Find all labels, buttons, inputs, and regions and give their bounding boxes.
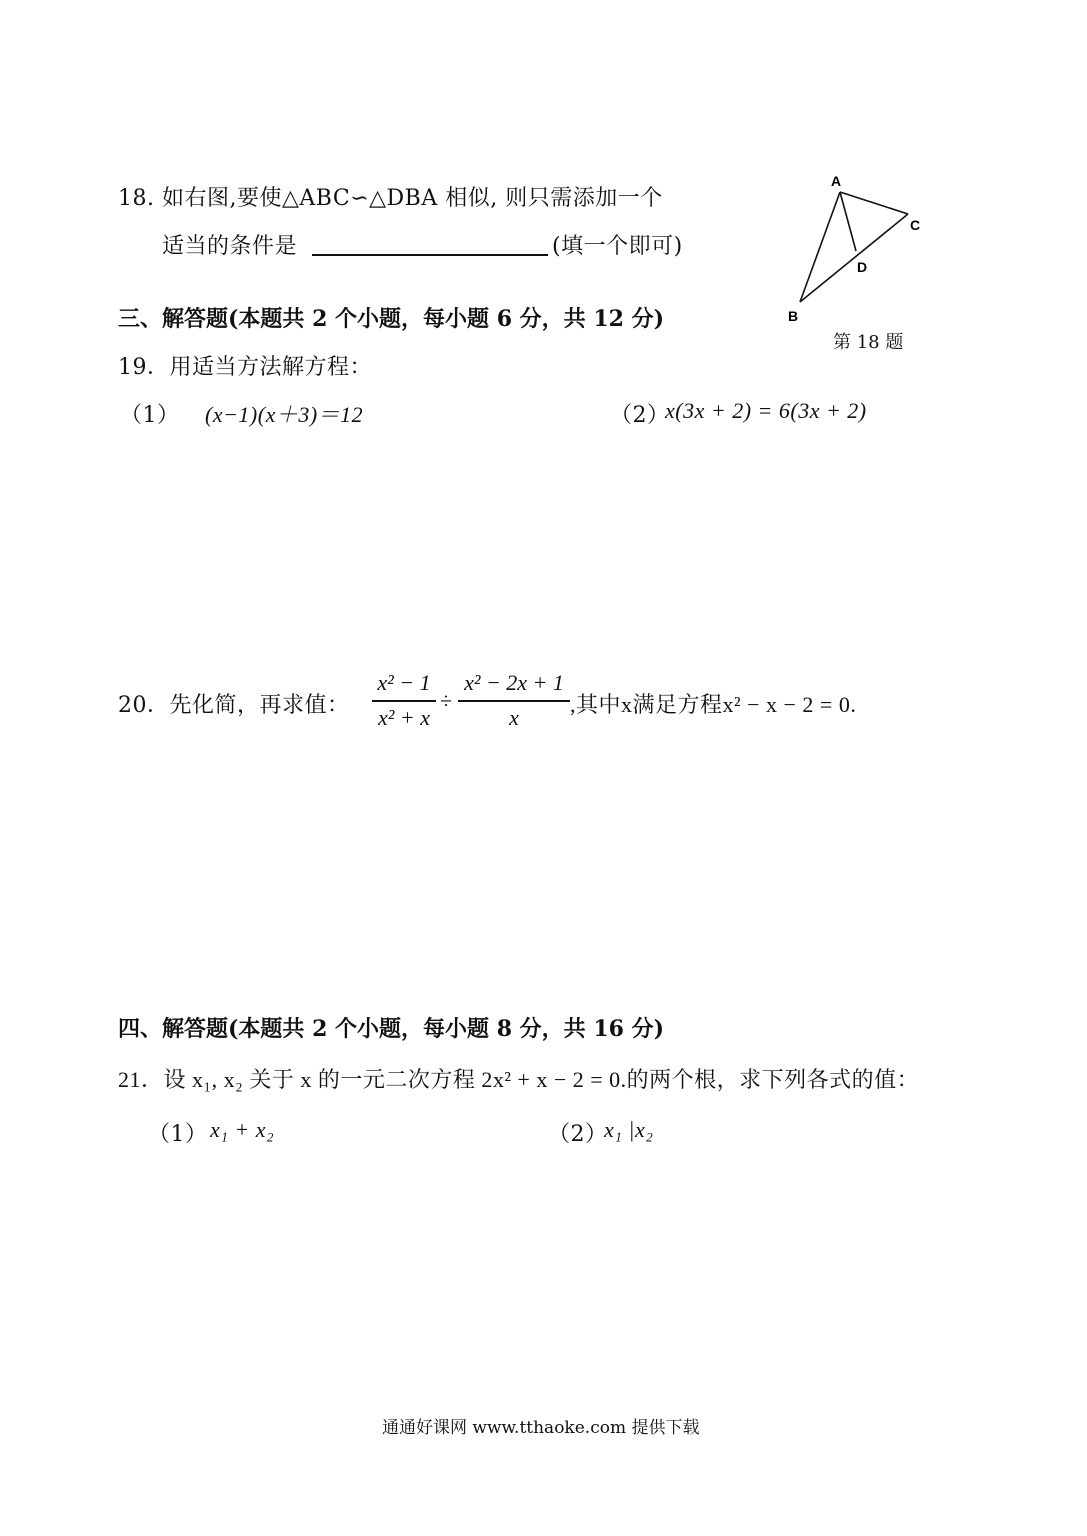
figure-caption: 第 18 题	[833, 332, 904, 353]
q20-condition: ,其中x满足方程x² − x − 2 = 0.	[570, 692, 857, 717]
q19-part1-equation: (x−1)(x＋3)＝12	[205, 402, 364, 427]
segment-ad	[840, 192, 856, 251]
q18-line2-suffix: (填一个即可)	[552, 234, 683, 259]
label-c: C	[910, 217, 921, 233]
q21-part2-label: （2）	[548, 1122, 608, 1147]
q18-line2-prefix: 适当的条件是	[162, 234, 298, 259]
answer-blank[interactable]	[312, 254, 548, 256]
fraction-1-numerator: x² − 1	[377, 670, 431, 695]
q20-prompt: 20．先化简，再求值：	[118, 693, 350, 718]
fraction-2-bar	[458, 700, 570, 702]
divide-sign: ÷	[440, 688, 453, 713]
label-a: A	[831, 173, 842, 189]
fraction-2	[458, 670, 570, 731]
label-d: D	[857, 259, 868, 275]
q19-part2-label: （2）	[610, 403, 670, 428]
fraction-1-bar	[372, 700, 436, 702]
label-b: B	[788, 308, 799, 324]
fraction-1-denominator: x² + x	[378, 704, 430, 730]
fraction-1	[372, 670, 436, 731]
footer-credit: 通通好课网 www.tthaoke.com 提供下载	[382, 1418, 700, 1438]
section3-heading: 三、解答题(本题共 2 个小题，每小题 6 分，共 12 分)	[118, 306, 665, 332]
q18-line1: 18. 如右图,要使△ABC∽△DBA 相似, 则只需添加一个	[118, 186, 663, 211]
q19-part2-equation: x(3x + 2) = 6(3x + 2)	[665, 398, 867, 423]
section4-heading: 四、解答题(本题共 2 个小题，每小题 8 分，共 16 分)	[118, 1016, 665, 1042]
q19-part1-label: （1）	[120, 403, 180, 428]
q21-part2-expression: x₁ |x₂	[604, 1117, 654, 1142]
q21-prompt: 21．设 x₁, x₂ 关于 x 的一元二次方程 2x² + x − 2 = 0.的两个根，求下列各式的值：	[118, 1067, 920, 1092]
fraction-2-denominator: x	[509, 704, 519, 730]
q21-part1-expression: x₁ + x₂	[210, 1117, 275, 1142]
triangle-figure	[780, 168, 950, 328]
q19-prompt: 19．用适当方法解方程：	[118, 355, 372, 380]
fraction-2-numerator: x² − 2x + 1	[464, 670, 564, 695]
segment-ac	[840, 192, 908, 214]
q21-part1-label: （1）	[148, 1122, 208, 1147]
